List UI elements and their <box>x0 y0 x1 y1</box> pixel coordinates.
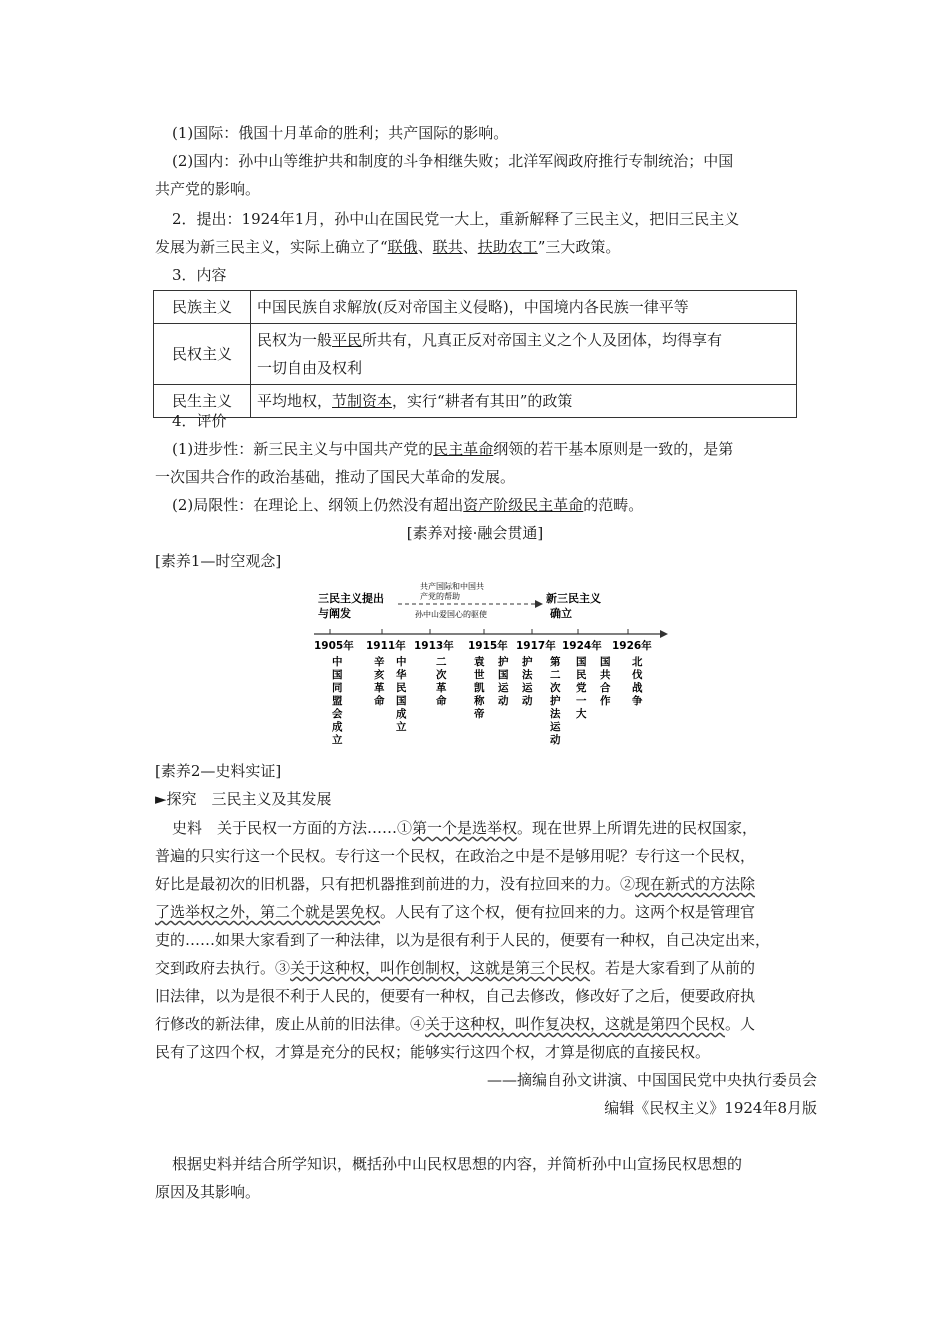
source-line-3 <box>155 873 755 895</box>
separator: 、 <box>417 238 433 256</box>
timeline-mid-label-2: 产党的帮助 <box>420 592 460 601</box>
evaluation-heading: 4．评价 <box>172 412 227 430</box>
timeline-mid-label-3: 孙中山爱国心的驱使 <box>415 610 487 619</box>
timeline-event: 二次革命 <box>436 656 447 707</box>
row-key-nationalism: 民族主义 <box>154 291 251 324</box>
table-row <box>154 324 797 385</box>
source-text: 。人 <box>725 1015 756 1033</box>
proposal-text-end: ”三大政策。 <box>537 238 621 256</box>
timeline-right-label-1: 新三民主义 <box>546 592 601 605</box>
value-text: 平均地权， <box>257 392 333 410</box>
content-heading: 3．内容 <box>172 266 227 284</box>
value-text: 所共有，凡真正反对帝国主义之个人及团体，均得享有 <box>362 331 723 349</box>
source-line-8 <box>155 1013 755 1035</box>
value-underlined: 平民 <box>332 331 363 349</box>
source-wavy: 了选举权之外，第二个就是罢免权 <box>155 903 381 921</box>
source-text: 。若是大家看到了从前的 <box>590 959 756 977</box>
domestic-factor-line1: (2)国内：孙中山等维护共和制度的斗争相继失败；北洋军阀政府推行专制统治；中国 <box>172 152 734 170</box>
source-line-5: 吏的……如果大家看到了一种法律，以为是很有利于人民的，便要有一种权，自己决定出来， <box>155 931 771 949</box>
source-wavy: 关于这种权，叫作创制权，这就是第三个民权 <box>290 959 591 977</box>
source-line-7: 旧法律，以为是很不利于人民的，便要有一种权，自己去修改，修改好了之后，便要政府执 <box>155 987 756 1005</box>
limitation-line <box>172 494 643 516</box>
timeline-year: 1911年 <box>366 640 406 652</box>
three-principles-table <box>153 290 797 418</box>
question-line-2: 原因及其影响。 <box>155 1183 261 1201</box>
timeline-event: 第二次护法运动 <box>550 656 561 746</box>
row-key-livelihood: 民生主义 <box>154 385 251 418</box>
source-line-6 <box>155 957 755 979</box>
proposal-line1: 2．提出：1924年1月，孙中山在国民党一大上，重新解释了三民主义，把旧三民主义 <box>172 210 740 228</box>
source-line-9: 民有了这四个权，才算是充分的民权；能够实行这四个权，才算是彻底的直接民权。 <box>155 1043 711 1061</box>
literacy-1-heading: [素养1—时空观念] <box>155 552 282 570</box>
international-factor: (1)国际：俄国十月革命的胜利；共产国际的影响。 <box>172 124 509 142</box>
value-text: ，实行“耕者有其田”的政策 <box>392 392 573 410</box>
timeline-event: 中华民国成立 <box>396 656 407 733</box>
timeline-year: 1926年 <box>612 640 652 652</box>
timeline-year: 1913年 <box>414 640 454 652</box>
source-wavy: 现在新式的方法除 <box>635 875 756 893</box>
timeline-left-label-1: 三民主义提出 <box>318 592 384 605</box>
axis-arrow-head <box>660 630 668 638</box>
question-line-1: 根据史料并结合所学知识，概括孙中山民权思想的内容，并简析孙中山宣扬民权思想的 <box>172 1155 743 1173</box>
arrow-head <box>535 600 543 608</box>
policy-assist-workers-peasants: 扶助农工 <box>477 238 538 256</box>
value-text: 一切自由及权利 <box>257 359 363 377</box>
eval-text: 纲领的若干基本原则是一致的，是第 <box>493 440 734 458</box>
row-value-democracy <box>251 324 797 385</box>
proposal-text: 发展为新三民主义，实际上确立了“ <box>155 238 388 256</box>
timeline-event: 辛亥革命 <box>374 656 385 707</box>
row-key-democracy: 民权主义 <box>154 324 251 385</box>
source-text: 。现在世界上所谓先进的民权国家， <box>517 819 758 837</box>
timeline-event: 中国同盟会成立 <box>332 656 343 746</box>
separator: 、 <box>462 238 478 256</box>
literacy-2-heading: [素养2—史料实证] <box>155 762 282 780</box>
eval-text: (1)进步性：新三民主义与中国共产党的 <box>172 440 434 458</box>
timeline-event: 袁世凯称帝 <box>474 656 485 720</box>
proposal-line2 <box>155 236 620 258</box>
source-line-2: 普遍的只实行这一个民权。专行这一个民权，在政治之中是不是够用呢？专行这一个民权， <box>155 847 756 865</box>
source-wavy: 关于这种权，叫作复决权，这就是第四个民权 <box>425 1015 726 1033</box>
value-underlined: 节制资本 <box>332 392 393 410</box>
eval-underlined: 民主革命 <box>433 440 494 458</box>
source-text: 好比是最初次的旧机器，只有把机器推到前进的力，没有拉回来的力。② <box>155 875 636 893</box>
row-value-livelihood <box>251 385 797 418</box>
progressiveness-line1 <box>172 438 733 460</box>
timeline-year: 1924年 <box>562 640 602 652</box>
timeline-event: 北伐战争 <box>632 656 643 707</box>
timeline-mid-label-1: 共产国际和中国共 <box>420 582 484 591</box>
timeline-event: 国共合作 <box>600 656 611 707</box>
domestic-factor-line2: 共产党的影响。 <box>155 180 261 198</box>
timeline-right-label-2: 确立 <box>550 607 572 620</box>
source-text: 。人民有了这个权，便有拉回来的力。这两个权是管理官 <box>380 903 756 921</box>
timeline-year: 1915年 <box>468 640 508 652</box>
timeline-diagram <box>310 582 670 757</box>
source-wavy: 第一个是选举权 <box>412 819 518 837</box>
value-text: 民权为一般 <box>257 331 333 349</box>
timeline-event: 护国运动 <box>498 656 509 707</box>
progressiveness-line2: 一次国共合作的政治基础，推动了国民大革命的发展。 <box>155 468 516 486</box>
timeline-year: 1917年 <box>516 640 556 652</box>
table-row <box>154 291 797 324</box>
eval-text: (2)局限性：在理论上、纲领上仍然没有超出 <box>172 496 464 514</box>
policy-ally-communists: 联共 <box>432 238 463 256</box>
timeline-year: 1905年 <box>314 640 354 652</box>
source-text: 交到政府去执行。③ <box>155 959 291 977</box>
timeline-left-label-2: 与阐发 <box>318 607 351 620</box>
timeline-event: 护法运动 <box>522 656 533 707</box>
source-line-4 <box>155 901 755 923</box>
explore-heading: ►探究 三民主义及其发展 <box>155 790 332 808</box>
source-text: 行修改的新法律，废止从前的旧法律。④ <box>155 1015 426 1033</box>
source-citation-1: ——摘编自孙文讲演、中国国民党中央执行委员会 <box>486 1071 817 1089</box>
timeline-event: 国民党一大 <box>576 656 587 720</box>
source-text: 史料 关于民权一方面的方法……① <box>172 819 413 837</box>
source-citation-2: 编辑《民权主义》1924年8月版 <box>604 1099 817 1117</box>
section-banner: [素养对接·融会贯通] <box>406 524 544 542</box>
source-line-1 <box>172 817 757 839</box>
table-row <box>154 385 797 418</box>
policy-ally-russia: 联俄 <box>387 238 418 256</box>
row-value-nationalism: 中国民族自求解放(反对帝国主义侵略)，中国境内各民族一律平等 <box>251 291 797 324</box>
eval-underlined: 资产阶级民主革命 <box>463 496 584 514</box>
eval-text: 的范畴。 <box>583 496 644 514</box>
